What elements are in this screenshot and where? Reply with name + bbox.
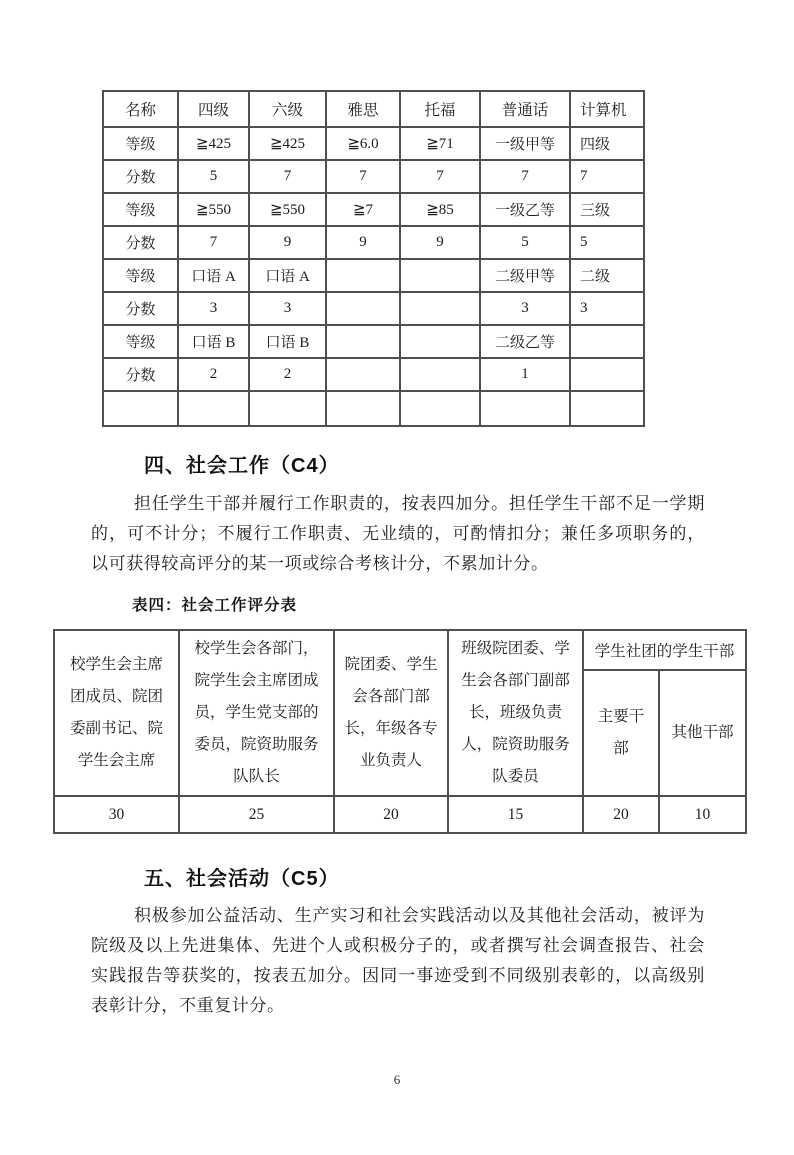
table-cell [570, 358, 644, 391]
table-cell [326, 325, 400, 358]
score-values-row [54, 796, 746, 833]
position-cell-2: 校学生会各部门，院学生会主席团成员，学生党支部的委员，院资助服务队队长 [179, 630, 334, 796]
table-cell: ≧425 [178, 127, 249, 160]
group-header-student-societies: 学生社团的学生干部 [583, 630, 746, 670]
table-cell [178, 391, 249, 426]
table-cell [326, 391, 400, 426]
table-cell: 9 [400, 226, 480, 259]
table4-caption: 表四：社会工作评分表 [132, 597, 298, 614]
table-cell [480, 391, 570, 426]
table-cell: ≧6.0 [326, 127, 400, 160]
table-cell: 2 [249, 358, 326, 391]
table-cell: 5 [570, 226, 644, 259]
table-cell [400, 325, 480, 358]
table-row [103, 193, 644, 226]
table-cell: 等级 [103, 325, 178, 358]
table-cell: 口语 B [178, 325, 249, 358]
table-cell: 3 [570, 292, 644, 325]
table-cell: 分数 [103, 160, 178, 193]
table-row [103, 292, 644, 325]
table-cell: 7 [326, 160, 400, 193]
header-cell: 托福 [400, 91, 480, 127]
table-cell: 7 [400, 160, 480, 193]
table-cell: 9 [326, 226, 400, 259]
grade-score-table [102, 90, 645, 427]
table-cell: 口语 A [178, 259, 249, 292]
table-cell [400, 358, 480, 391]
table-cell: 7 [178, 226, 249, 259]
section-heading-social-activity: 五、社会活动（C5） [144, 868, 340, 890]
position-cell-1: 校学生会主席团成员、院团委副书记、院学生会主席 [54, 630, 179, 796]
header-cell: 计算机 [570, 91, 644, 127]
table-header-row [103, 91, 644, 127]
table-cell [103, 391, 178, 426]
table-cell: 二级甲等 [480, 259, 570, 292]
table-cell: ≧71 [400, 127, 480, 160]
subheader-other-cadre: 其他干部 [659, 670, 746, 796]
header-cell: 雅思 [326, 91, 400, 127]
table-cell: ≧550 [178, 193, 249, 226]
table-cell: 口语 A [249, 259, 326, 292]
table-cell [400, 391, 480, 426]
position-cell-3: 院团委、学生会各部门部长，年级各专业负责人 [334, 630, 448, 796]
table-cell: 二级乙等 [480, 325, 570, 358]
table-row [103, 226, 644, 259]
score-value: 10 [659, 796, 746, 833]
table-cell: 等级 [103, 259, 178, 292]
empty-row [103, 391, 644, 426]
table-cell: 3 [249, 292, 326, 325]
position-cell-4: 班级院团委、学生会各部门副部长，班级负责人，院资助服务队委员 [448, 630, 583, 796]
table-cell [570, 391, 644, 426]
table-cell: 5 [480, 226, 570, 259]
section-heading-social-work: 四、社会工作（C4） [144, 455, 340, 477]
header-cell: 普通话 [480, 91, 570, 127]
table-row [103, 325, 644, 358]
table-cell [326, 259, 400, 292]
score-value: 20 [583, 796, 659, 833]
table-cell [326, 292, 400, 325]
table-row [103, 160, 644, 193]
page-number: 6 [393, 1072, 401, 1087]
table-cell [400, 259, 480, 292]
table-cell: ≧425 [249, 127, 326, 160]
table-cell: ≧85 [400, 193, 480, 226]
table-cell: 9 [249, 226, 326, 259]
table-cell: 1 [480, 358, 570, 391]
table-cell: 三级 [570, 193, 644, 226]
table-row [103, 127, 644, 160]
table-cell: 等级 [103, 127, 178, 160]
social-work-score-table [53, 629, 747, 834]
table-cell: 一级乙等 [480, 193, 570, 226]
social-work-paragraph: 担任学生干部并履行工作职责的，按表四加分。担任学生干部不足一学期的，可不计分；不履行工作职责、无业绩的，可酌情扣分；兼任多项职务的，以可获得较高评分的某一项或综合考核计分，不累加计分。 [91, 494, 705, 573]
header-cell: 四级 [178, 91, 249, 127]
subheader-main-cadre: 主要干部 [583, 670, 659, 796]
table-cell: 口语 B [249, 325, 326, 358]
table-cell: 四级 [570, 127, 644, 160]
table-cell: 分数 [103, 358, 178, 391]
score-value: 30 [54, 796, 179, 833]
table-cell: ≧550 [249, 193, 326, 226]
header-cell: 名称 [103, 91, 178, 127]
table-cell: 3 [480, 292, 570, 325]
table-cell: 7 [480, 160, 570, 193]
score-value: 25 [179, 796, 334, 833]
table-cell: 5 [178, 160, 249, 193]
header-cell: 六级 [249, 91, 326, 127]
table-row [103, 259, 644, 292]
table-cell: ≧7 [326, 193, 400, 226]
grade-score-table-body [103, 91, 644, 426]
table-cell [400, 292, 480, 325]
score-value: 15 [448, 796, 583, 833]
table-cell [249, 391, 326, 426]
table-cell: 2 [178, 358, 249, 391]
table-cell: 二级 [570, 259, 644, 292]
score-value: 20 [334, 796, 448, 833]
table-cell: 分数 [103, 226, 178, 259]
table-cell: 3 [178, 292, 249, 325]
table-cell: 7 [570, 160, 644, 193]
table-row [103, 358, 644, 391]
table-cell: 7 [249, 160, 326, 193]
table-cell: 一级甲等 [480, 127, 570, 160]
table-cell: 分数 [103, 292, 178, 325]
table-cell: 等级 [103, 193, 178, 226]
table-cell [326, 358, 400, 391]
table-cell [570, 325, 644, 358]
social-activity-paragraph: 积极参加公益活动、生产实习和社会实践活动以及其他社会活动，被评为院级及以上先进集体、先进个人或积极分子的，或者撰写社会调查报告、社会实践报告等获奖的，按表五加分。因同一事迹受到不同级别表彰的，以高级别表彰计分，不重复计分。 [91, 906, 705, 1015]
